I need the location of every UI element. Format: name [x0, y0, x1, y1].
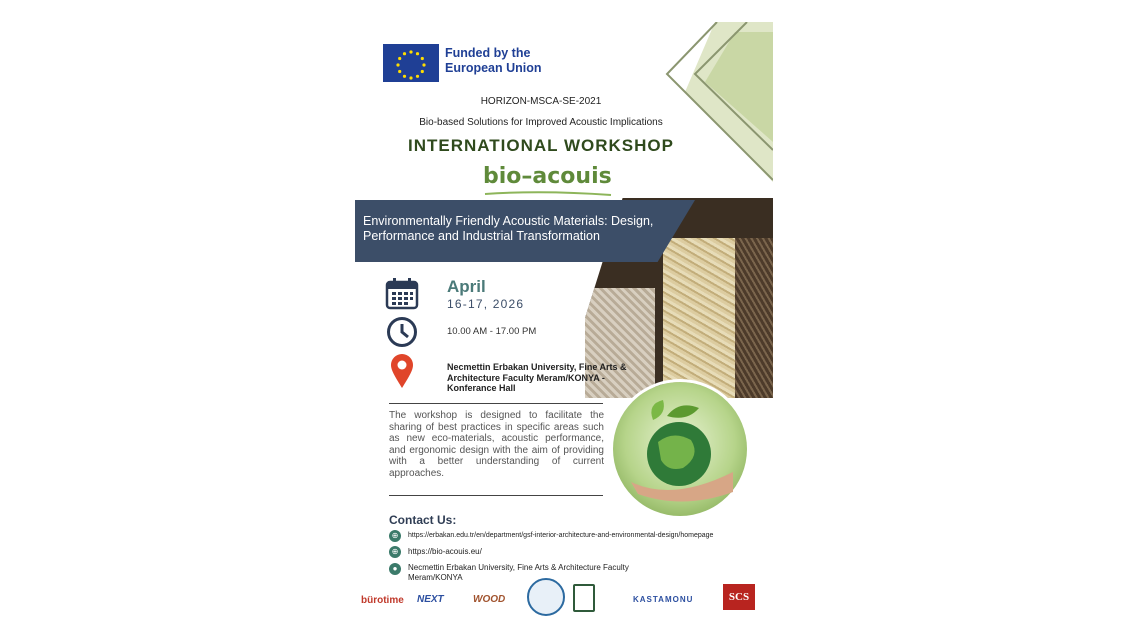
workshop-poster — [355, 22, 773, 620]
topic-banner-title: Environmentally Friendly Acoustic Materials: Design, Performance and Industrial Transformation — [363, 214, 654, 243]
divider-top — [389, 403, 603, 404]
globe-in-hand-photo — [613, 382, 747, 516]
clock-icon — [386, 316, 418, 348]
project-logo: bio–acouis — [483, 164, 612, 189]
location-pin-icon — [390, 353, 414, 389]
development-agency-logo — [573, 584, 595, 612]
contact-website-project[interactable] — [389, 546, 759, 558]
sponsor-wood-logo: WOOD — [473, 594, 506, 605]
event-time: 10.00 AM - 17.00 PM — [447, 326, 537, 337]
contact-website-university[interactable] — [389, 530, 759, 542]
sponsor-kastamonu-logo: KASTAMONU — [633, 595, 694, 604]
eu-funding-text: Funded by the European Union — [445, 46, 542, 75]
sponsor-scs-logo: SCS — [723, 584, 755, 610]
globe-icon: ⊕ — [389, 546, 401, 558]
event-month: April — [447, 277, 486, 296]
logo-leaf-underline — [483, 190, 613, 198]
contact-title: Contact Us: — [389, 513, 457, 527]
calendar-icon — [385, 278, 419, 310]
contact-website-university-text[interactable]: https://erbakan.edu.tr/en/department/gsf-interior-architecture-and-environmental-design/homepage — [408, 532, 714, 539]
eu-flag-icon — [383, 44, 439, 82]
globe-icon: ⊕ — [389, 530, 401, 542]
event-venue: Necmettin Erbakan University, Fine Arts & Architecture Faculty Meram/KONYA - Konferance Hall — [447, 362, 627, 393]
location-icon: ● — [389, 563, 401, 575]
contact-address — [389, 563, 679, 583]
contact-website-project-text[interactable]: https://bio-acouis.eu/ — [408, 547, 482, 556]
program-code: HORIZON-MSCA-SE-2021 — [480, 96, 602, 107]
workshop-description: The workshop is designed to facilitate the sharing of best practices in specific areas such as new eco-materials, acoustic performance, and ergonomic design with the aim of providing with a better understanding of current approaches. — [389, 410, 604, 479]
sponsor-burotime-logo: bürotime — [361, 595, 404, 606]
event-days: 16-17, 2026 — [447, 297, 525, 311]
university-seal-logo — [527, 578, 565, 616]
workshop-title: INTERNATIONAL WORKSHOP — [408, 136, 674, 155]
contact-address-text: Necmettin Erbakan University, Fine Arts & Architecture Faculty Meram/KONYA — [408, 563, 629, 582]
project-subtitle: Bio-based Solutions for Improved Acoustic Implications — [419, 117, 663, 128]
divider-bottom — [389, 495, 603, 496]
sponsor-next-logo: NEXT — [417, 594, 444, 605]
